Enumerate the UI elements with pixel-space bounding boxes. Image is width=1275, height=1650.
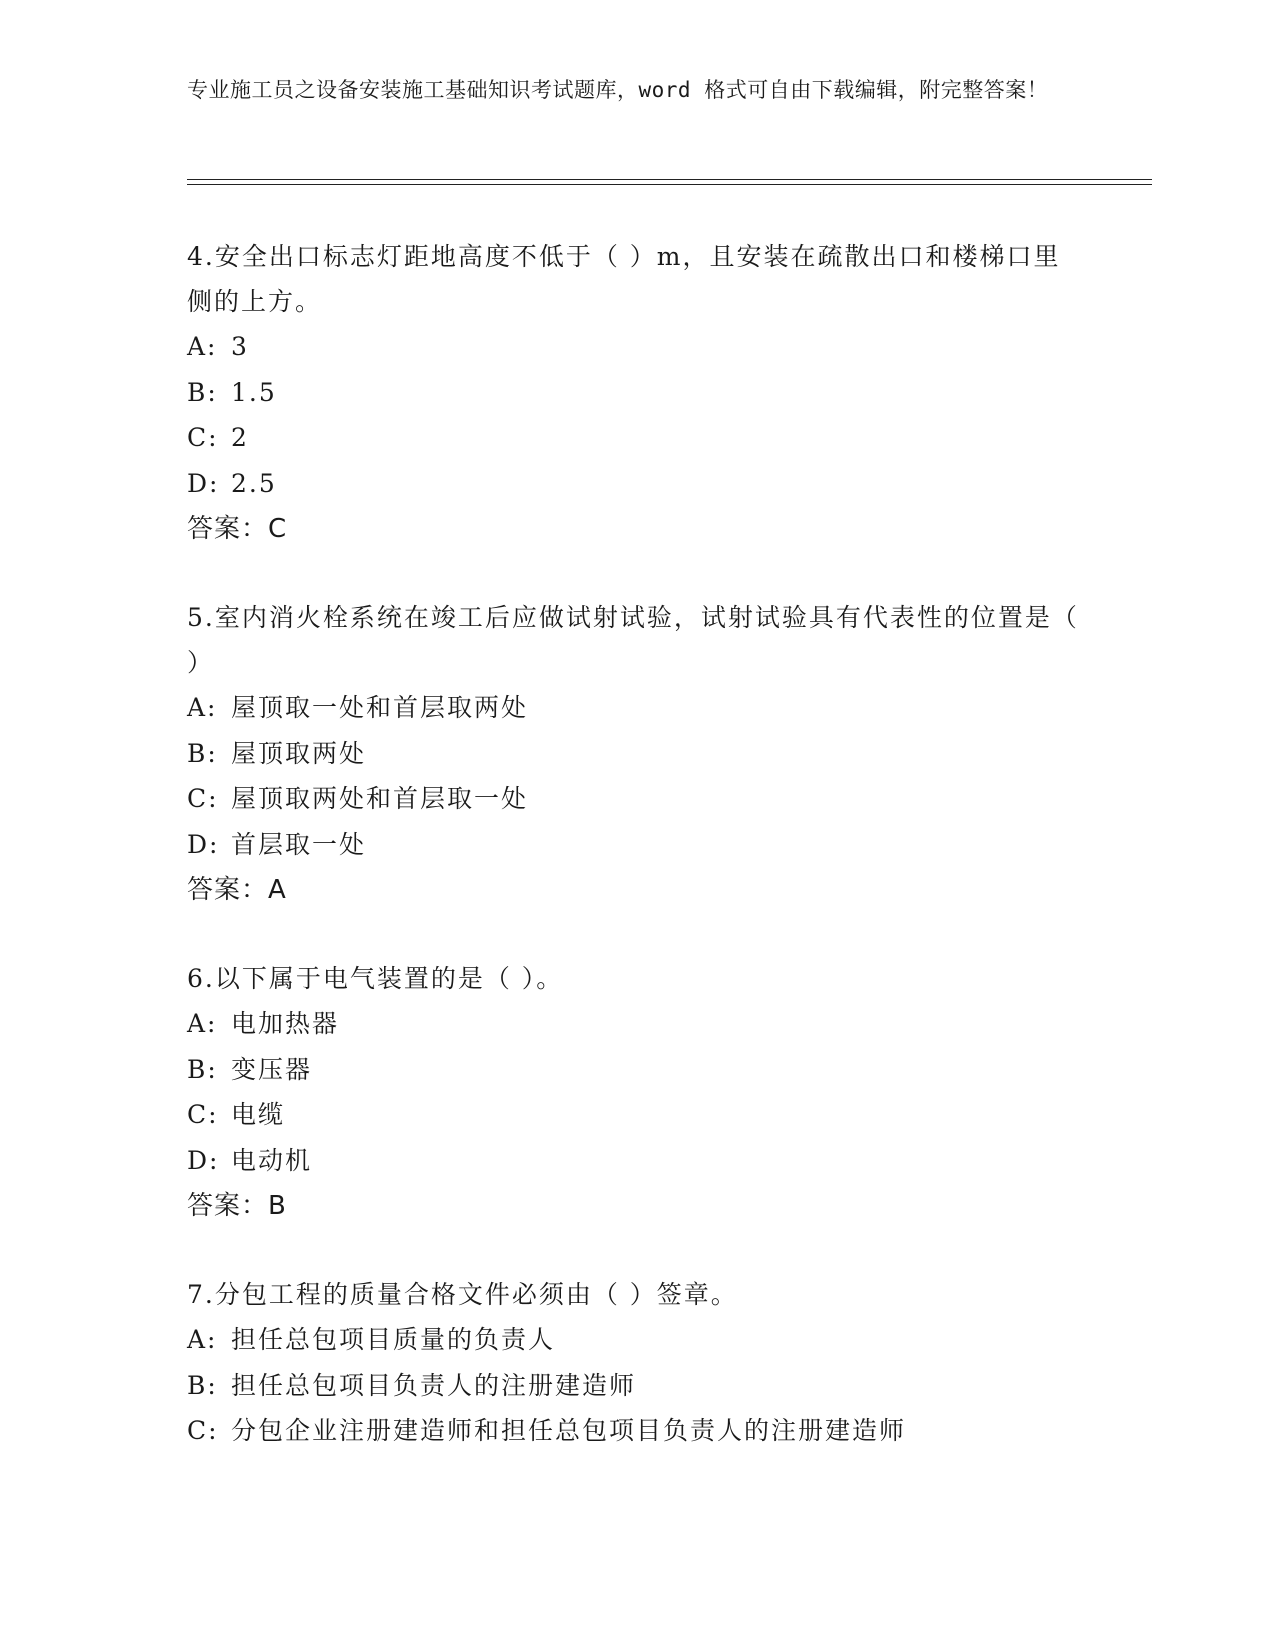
option-c bbox=[187, 776, 1087, 822]
question-4 bbox=[187, 234, 1087, 552]
option-value: 担任总包项目负责人的注册建造师 bbox=[231, 1370, 637, 1400]
option-letter: A: bbox=[187, 1009, 218, 1038]
option-value: 3 bbox=[231, 332, 249, 361]
option-letter: D: bbox=[187, 1145, 220, 1175]
option-value: 首层取一处 bbox=[231, 829, 367, 859]
option-value: 分包企业注册建造师和担任总包项目负责人的注册建造师 bbox=[231, 1416, 907, 1445]
question-list bbox=[187, 234, 1087, 1497]
header-divider-bottom bbox=[187, 184, 1152, 185]
option-letter: A: bbox=[187, 1325, 218, 1354]
option-letter: B: bbox=[187, 377, 218, 407]
option-value: 担任总包项目质量的负责人 bbox=[231, 1325, 556, 1354]
question-6 bbox=[187, 956, 1087, 1229]
option-c bbox=[187, 415, 1087, 461]
question-7 bbox=[187, 1272, 1087, 1454]
option-a bbox=[187, 1001, 1087, 1047]
option-value: 屋顶取一处和首层取两处 bbox=[231, 693, 529, 722]
option-letter: B: bbox=[187, 1370, 218, 1400]
question-text: 6.以下属于电气装置的是（ ）。 bbox=[187, 964, 564, 993]
option-letter: C: bbox=[187, 784, 219, 813]
option-b bbox=[187, 1047, 1087, 1093]
answer-line: 答案：C bbox=[187, 514, 288, 544]
option-value: 2 bbox=[231, 423, 249, 452]
question-text: 4.安全出口标志灯距地高度不低于（ ）m，且安装在疏散出口和楼梯口里侧的上方。 bbox=[187, 242, 1061, 316]
option-letter: A: bbox=[187, 332, 218, 361]
option-value: 变压器 bbox=[231, 1054, 313, 1084]
option-a bbox=[187, 685, 1087, 731]
option-b bbox=[187, 731, 1087, 777]
option-letter: B: bbox=[187, 738, 218, 768]
option-a bbox=[187, 324, 1087, 370]
option-value: 屋顶取两处 bbox=[231, 738, 367, 768]
option-value: 屋顶取两处和首层取一处 bbox=[231, 784, 529, 813]
option-letter: C: bbox=[187, 1416, 219, 1445]
option-value: 电加热器 bbox=[231, 1009, 340, 1038]
option-value: 电动机 bbox=[231, 1145, 313, 1175]
header-divider-top bbox=[187, 179, 1152, 180]
option-value: 2.5 bbox=[231, 468, 277, 498]
option-value: 1.5 bbox=[231, 377, 277, 407]
option-letter: B: bbox=[187, 1054, 218, 1084]
question-text: 7.分包工程的质量合格文件必须由（ ）签章。 bbox=[187, 1280, 738, 1309]
answer-line: 答案：A bbox=[187, 875, 287, 905]
option-letter: A: bbox=[187, 693, 218, 722]
option-letter: D: bbox=[187, 829, 220, 859]
option-value: 电缆 bbox=[231, 1100, 286, 1129]
option-letter: D: bbox=[187, 468, 220, 498]
option-d bbox=[187, 1138, 1087, 1184]
question-text: 5.室内消火栓系统在竣工后应做试射试验，试射试验具有代表性的位置是（ ） bbox=[187, 603, 1079, 677]
option-b bbox=[187, 370, 1087, 416]
option-d bbox=[187, 822, 1087, 868]
option-letter: C: bbox=[187, 423, 219, 452]
document-header: 专业施工员之设备安装施工基础知识考试题库，word 格式可自由下载编辑，附完整答案！ bbox=[187, 78, 1049, 102]
option-c bbox=[187, 1408, 1087, 1454]
option-a bbox=[187, 1317, 1087, 1363]
option-c bbox=[187, 1092, 1087, 1138]
answer-line: 答案：B bbox=[187, 1191, 287, 1221]
option-d bbox=[187, 461, 1087, 507]
question-5 bbox=[187, 595, 1087, 913]
option-b bbox=[187, 1363, 1087, 1409]
option-letter: C: bbox=[187, 1100, 219, 1129]
